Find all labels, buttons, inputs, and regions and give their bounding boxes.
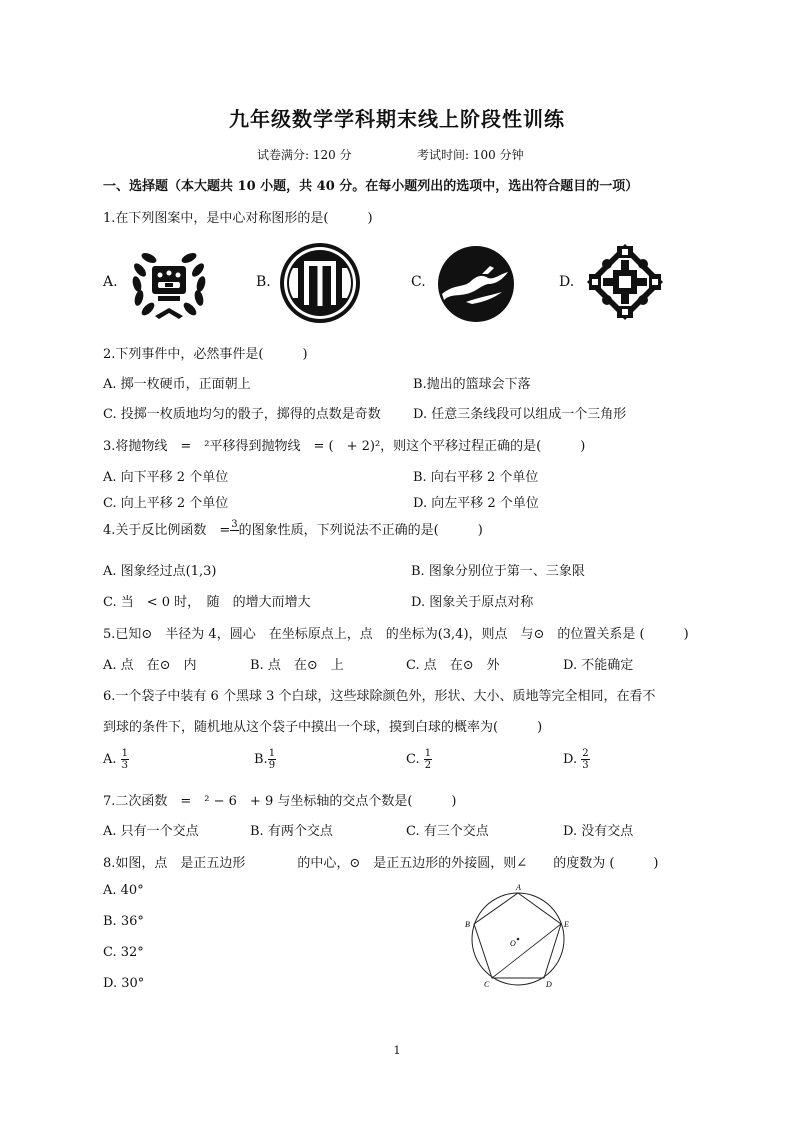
q5-option-a[interactable]: A. 点 在⊙ 内	[103, 658, 197, 673]
q1-option-d-label[interactable]: D.	[559, 274, 575, 290]
q6-option-c[interactable]	[406, 748, 432, 771]
question-2-stem: 2.下列事件中，必然事件是( )	[103, 347, 308, 362]
q1-option-c-label[interactable]: C.	[411, 274, 426, 290]
pentagon-figure	[460, 882, 580, 992]
q4-stem-suffix: 的图象性质，下列说法不正确的是( )	[238, 523, 483, 538]
q7-option-a[interactable]: A. 只有一个交点	[103, 824, 199, 839]
emblem-b-icon	[279, 242, 361, 324]
q7-option-c[interactable]: C. 有三个交点	[406, 824, 489, 839]
vertex-a-label: A	[516, 883, 521, 892]
q6-b-denominator: 9	[268, 760, 276, 771]
vertex-e-label: E	[564, 920, 569, 929]
q5-option-d[interactable]: D. 不能确定	[563, 658, 634, 673]
question-4-stem	[103, 519, 483, 542]
q4-option-c[interactable]: C. 当 < 0 时， 随 的增大而增大	[103, 595, 311, 610]
q3-option-b[interactable]: B. 向右平移 2 个单位	[413, 470, 539, 485]
q4-option-d[interactable]: D. 图象关于原点对称	[411, 595, 534, 610]
question-6-stem-line1: 6.一个袋子中装有 6 个黑球 3 个白球，这些球除颜色外，形状、大小、质地等完全相同，在看不	[103, 689, 656, 704]
q3-option-a[interactable]: A. 向下平移 2 个单位	[103, 470, 229, 485]
emblem-a-icon	[125, 244, 213, 322]
q1-option-a-label[interactable]: A.	[103, 274, 118, 290]
emblem-d-icon	[583, 240, 667, 324]
exam-time: 考试时间: 100 分钟	[417, 148, 524, 162]
q2-option-b[interactable]: B.抛出的篮球会下落	[413, 377, 531, 392]
question-1-stem: 1.在下列图案中，是中心对称图形的是( )	[103, 211, 373, 226]
question-7-stem: 7.二次函数 = ² − 6 + 9 与坐标轴的交点个数是( )	[103, 794, 457, 809]
q6-option-d-fraction	[581, 748, 589, 771]
q6-c-denominator: 2	[424, 760, 432, 771]
q4-option-b[interactable]: B. 图象分别位于第一、三象限	[411, 564, 585, 579]
q6-option-a-fraction	[121, 748, 129, 771]
full-score: 试卷满分: 120 分	[257, 148, 352, 162]
section-heading: 一、选择题（本大题共 10 小题，共 40 分。在每小题列出的选项中，选出符合题目的一项）	[103, 179, 639, 194]
q6-option-a-label: A.	[103, 752, 117, 767]
q6-option-d-label: D.	[563, 752, 578, 767]
page-number: 1	[393, 1044, 401, 1057]
q6-d-numerator: 2	[582, 748, 589, 759]
q8-option-c[interactable]: C. 32°	[103, 945, 144, 960]
question-5-stem: 5.已知⊙ 半径为 4，圆心 在坐标原点上，点 的坐标为(3,4)，则点 与⊙ 的位置关系是 ( )	[103, 627, 689, 642]
page-title: 九年级数学学科期末线上阶段性训练	[229, 107, 565, 131]
q6-option-b[interactable]	[254, 748, 276, 771]
vertex-b-label: B	[465, 920, 470, 929]
center-o-label: O	[510, 939, 516, 948]
q6-option-b-fraction	[268, 748, 276, 771]
q2-option-c[interactable]: C. 投掷一枚质地均匀的骰子，掷得的点数是奇数	[103, 407, 381, 422]
q4-fraction	[230, 519, 238, 542]
q4-fraction-numerator: 3	[231, 519, 238, 530]
q6-a-denominator: 3	[121, 760, 129, 771]
q2-option-a[interactable]: A. 掷一枚硬币，正面朝上	[103, 377, 251, 392]
q6-option-c-label: C.	[406, 752, 420, 767]
question-8-stem: 8.如图，点 是正五边形 的中心，⊙ 是正五边形的外接圆，则∠ 的度数为 ( )	[103, 856, 659, 871]
q4-stem-prefix: 4.关于反比例函数 =	[103, 523, 231, 538]
q5-option-c[interactable]: C. 点 在⊙ 外	[406, 658, 500, 673]
q4-fraction-denominator	[230, 531, 238, 542]
q3-option-c[interactable]: C. 向上平移 2 个单位	[103, 496, 229, 511]
question-3-stem: 3.将抛物线 = ²平移得到抛物线 = ( + 2)²，则这个平移过程正确的是( )	[103, 439, 586, 454]
emblem-c-icon	[436, 244, 516, 324]
q8-option-d[interactable]: D. 30°	[103, 976, 145, 991]
q2-option-d[interactable]: D. 任意三条线段可以组成一个三角形	[413, 407, 627, 422]
q3-option-d[interactable]: D. 向左平移 2 个单位	[413, 496, 539, 511]
q6-option-c-fraction	[424, 748, 432, 771]
q5-option-b[interactable]: B. 点 在⊙ 上	[250, 658, 344, 673]
q6-a-numerator: 1	[121, 748, 129, 759]
q6-c-numerator: 1	[424, 748, 432, 759]
vertex-c-label: C	[484, 980, 490, 989]
q6-option-a[interactable]	[103, 748, 129, 771]
q6-option-d[interactable]	[563, 748, 590, 771]
q8-option-a[interactable]: A. 40°	[103, 883, 144, 898]
q8-option-b[interactable]: B. 36°	[103, 914, 144, 929]
q1-option-b-label[interactable]: B.	[256, 274, 271, 290]
q6-option-b-label: B.	[254, 752, 268, 767]
vertex-d-label: D	[546, 980, 552, 989]
q7-option-b[interactable]: B. 有两个交点	[250, 824, 333, 839]
q6-d-denominator: 3	[582, 760, 589, 771]
q6-b-numerator: 1	[268, 748, 276, 759]
question-6-stem-line2: 到球的条件下，随机地从这个袋子中摸出一个球，摸到白球的概率为( )	[103, 720, 543, 735]
q7-option-d[interactable]: D. 没有交点	[563, 824, 634, 839]
q4-option-a[interactable]: A. 图象经过点(1,3)	[103, 564, 217, 579]
